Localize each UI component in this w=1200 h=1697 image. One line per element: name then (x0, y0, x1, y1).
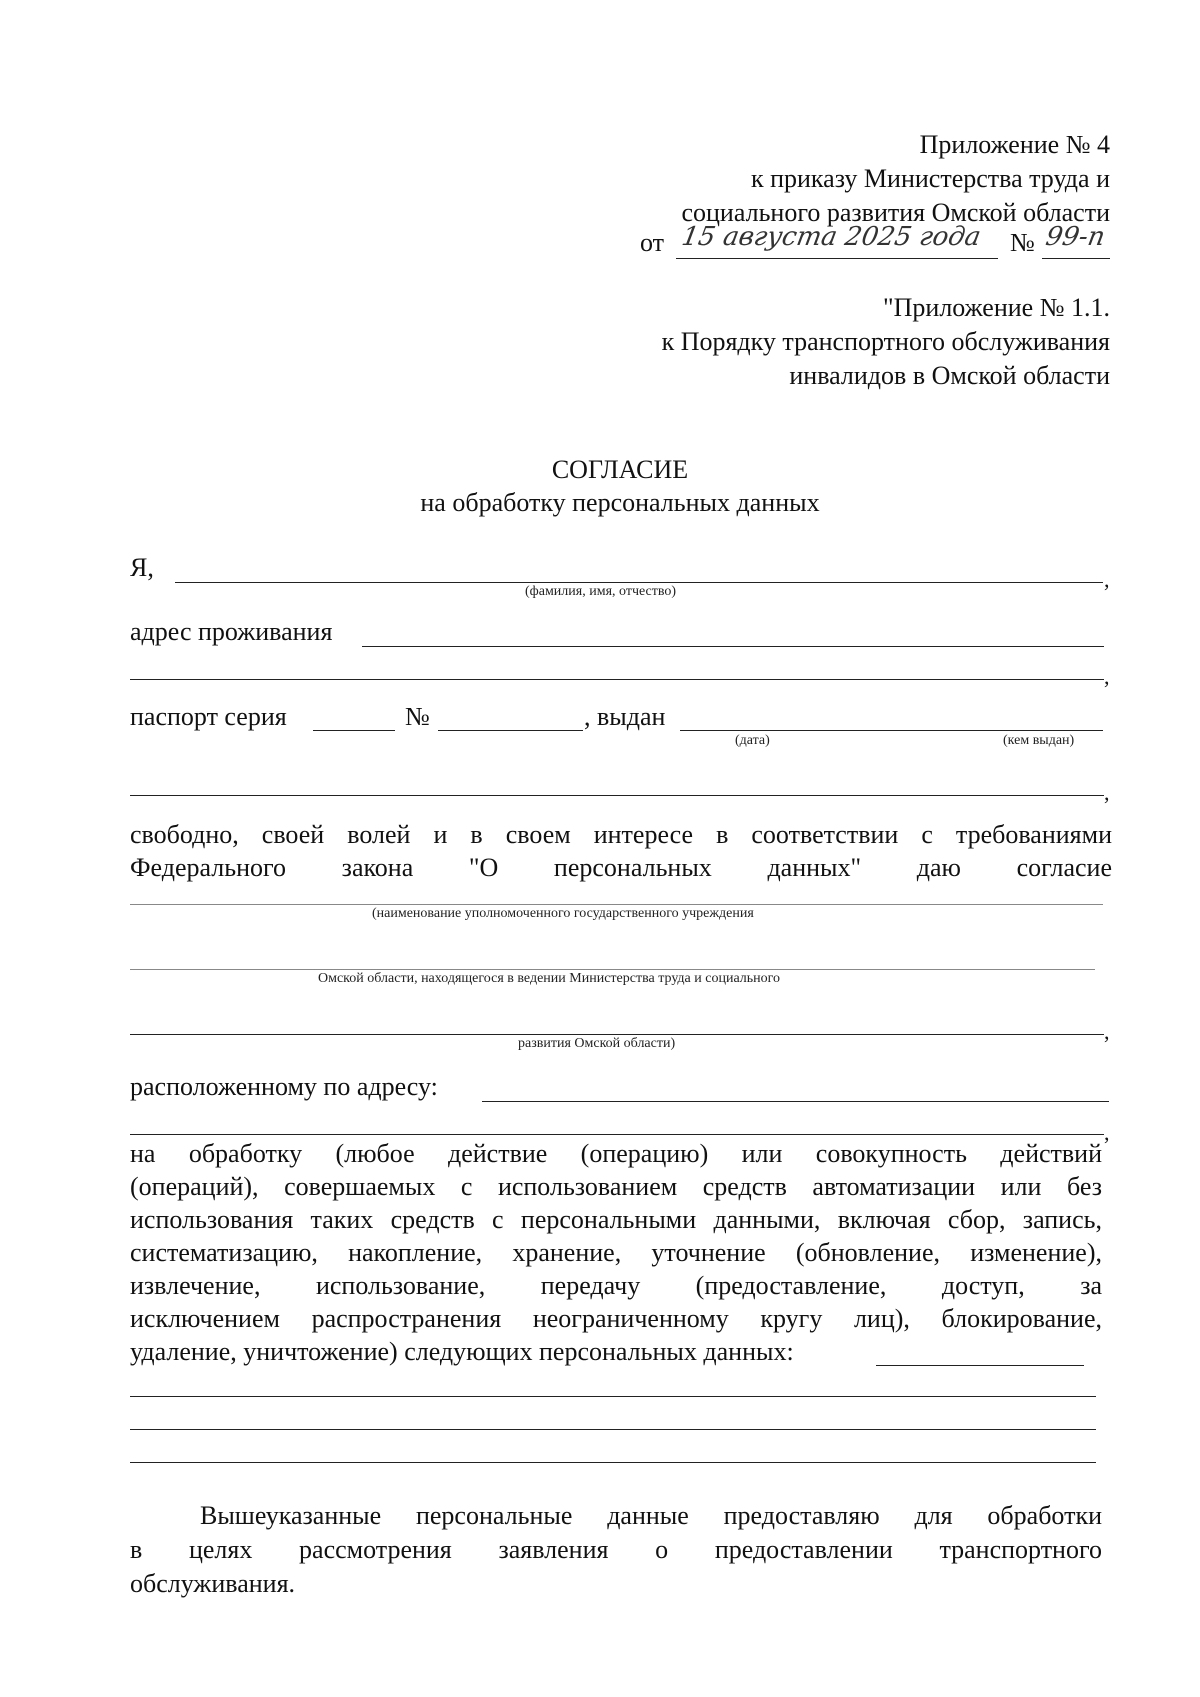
institution-caption-1: (наименование уполномоченного государственного учреждения (372, 906, 754, 921)
personal-data-field-2[interactable] (130, 1396, 1096, 1397)
consent-text-line-2: Федерального закона "О персональных данных" даю согласие (130, 853, 1112, 882)
processing-text-line-1: на обработку (любое действие (операцию) или совокупность действий (130, 1139, 1102, 1168)
located-label: расположенному по адресу: (130, 1072, 438, 1101)
comma: , (1104, 1120, 1110, 1145)
sub-appendix-title: "Приложение № 1.1. (883, 293, 1110, 322)
institution-field-3[interactable] (130, 1034, 1104, 1035)
issued-label: , выдан (584, 702, 666, 731)
disabled-persons-region: инвалидов в Омской области (789, 361, 1110, 390)
date-caption: (дата) (735, 733, 770, 748)
address-field[interactable] (362, 646, 1104, 647)
located-address-field-continued[interactable] (130, 1134, 1104, 1135)
issued-field[interactable] (680, 730, 1103, 731)
institution-field-1[interactable] (130, 904, 1103, 905)
document-title: СОГЛАСИЕ (551, 455, 689, 484)
passport-number-field[interactable] (438, 730, 583, 731)
institution-caption-2: Омской области, находящегося в ведении Министерства труда и социального (318, 971, 781, 986)
number-handwritten: 99-п (1043, 222, 1108, 252)
personal-data-field[interactable] (876, 1365, 1084, 1366)
passport-number-label: № (405, 702, 430, 731)
institution-field-2[interactable] (130, 969, 1095, 970)
institution-caption-3: развития Омской области) (518, 1036, 676, 1051)
processing-text-line-4: систематизацию, накопление, хранение, уточнение (обновление, изменение), (130, 1238, 1102, 1267)
date-handwritten: 15 августа 2025 года (679, 222, 984, 252)
comma: , (1104, 567, 1110, 592)
issued-field-continued[interactable] (130, 795, 1104, 796)
i-label: Я, (130, 553, 154, 582)
ministry-name: социального развития Омской области (681, 198, 1110, 227)
passport-series-field[interactable] (313, 730, 395, 731)
number-underline (1042, 258, 1110, 259)
personal-data-field-3[interactable] (130, 1429, 1096, 1430)
footer-text-line-2: в целях рассмотрения заявления о предоставлении транспортного (130, 1535, 1102, 1564)
order-reference: к приказу Министерства труда и (750, 164, 1110, 193)
appendix-title: Приложение № 4 (919, 130, 1110, 159)
processing-text-line-6: исключением распространения неограниченному кругу лиц), блокирование, (130, 1304, 1102, 1333)
personal-data-field-4[interactable] (130, 1462, 1096, 1463)
consent-text-line-1: свободно, своей волей и в своем интересе в соответствии с требованиями (130, 820, 1112, 849)
sub-header-block (662, 291, 1110, 393)
processing-text-line-3: использования таких средств с персональными данными, включая сбор, запись, (130, 1205, 1102, 1234)
footer-text-line-3: обслуживания. (130, 1569, 296, 1598)
comma: , (1104, 664, 1110, 689)
date-underline (676, 258, 998, 259)
footer-text-line-1: Вышеуказанные персональные данные предоставляю для обработки (200, 1501, 1102, 1530)
processing-text-line-5: извлечение, использование, передачу (предоставление, доступ, за (130, 1271, 1102, 1300)
document-subtitle: на обработку персональных данных (420, 488, 820, 517)
number-sign: № (1010, 228, 1035, 257)
comma: , (1104, 1019, 1110, 1044)
processing-text-line-2: (операций), совершаемых с использованием средств автоматизации или без (130, 1172, 1102, 1201)
address-field-continued[interactable] (130, 679, 1104, 680)
header-block (681, 128, 1110, 230)
comma: , (1104, 780, 1110, 805)
located-address-field[interactable] (482, 1101, 1109, 1102)
procedure-reference: к Порядку транспортного обслуживания (661, 327, 1110, 356)
processing-text-last: удаление, уничтожение) следующих персональных данных: (130, 1337, 794, 1366)
issued-by-caption: (кем выдан) (1003, 733, 1075, 748)
address-label: адрес проживания (130, 617, 333, 646)
passport-series-label: паспорт серия (130, 702, 287, 731)
fio-field[interactable] (175, 582, 1103, 583)
date-prefix: от (640, 228, 665, 257)
fio-caption: (фамилия, имя, отчество) (525, 584, 677, 599)
